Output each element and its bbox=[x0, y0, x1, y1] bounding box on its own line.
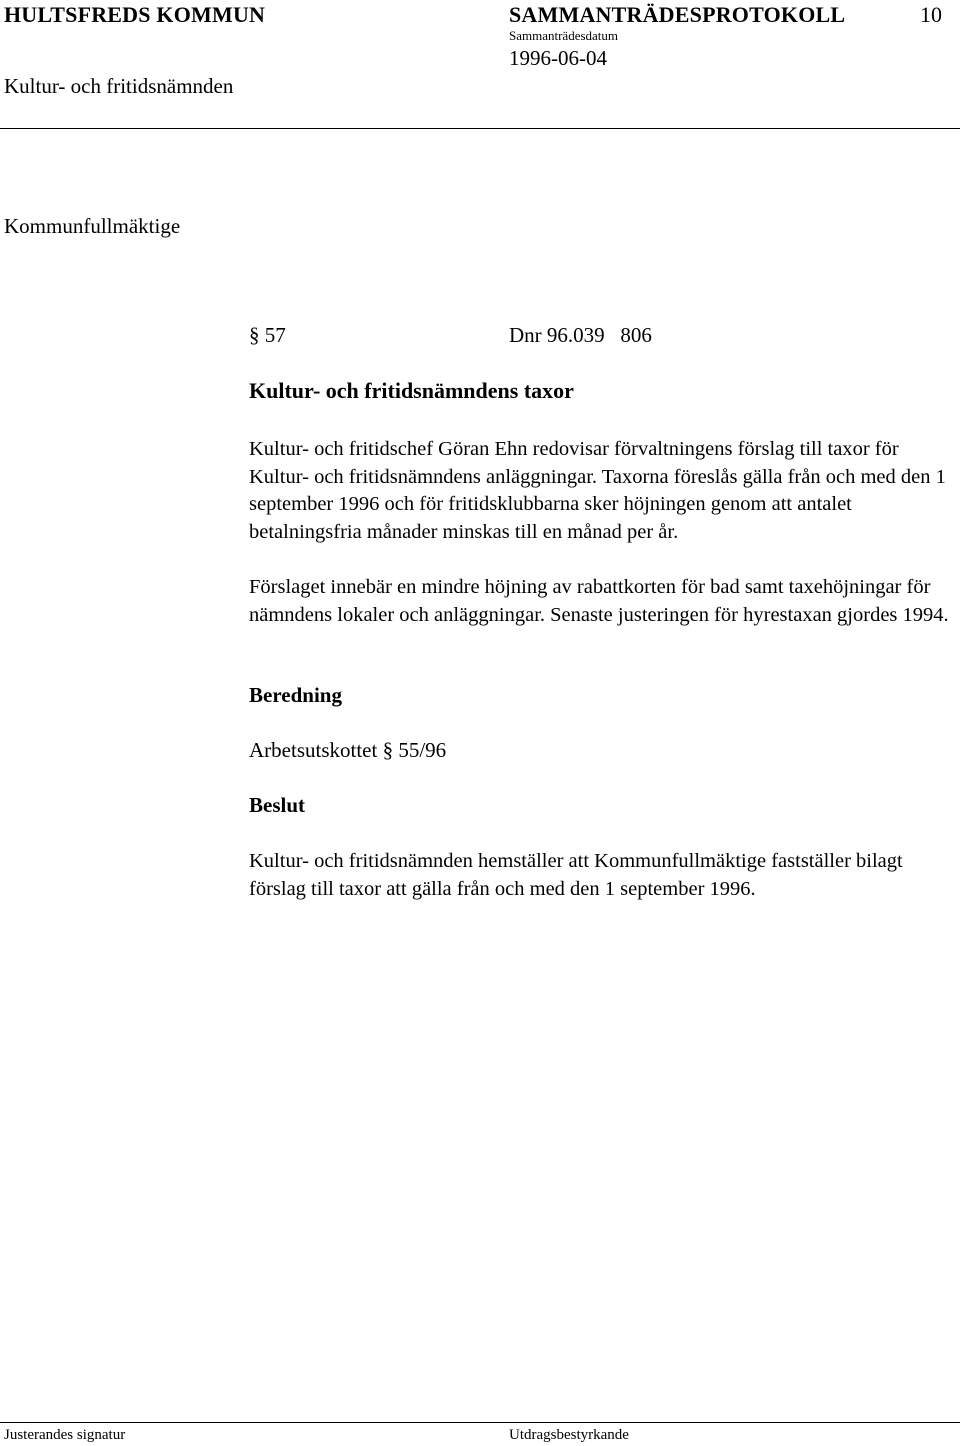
document-type: SAMMANTRÄDESPROTOKOLL bbox=[509, 2, 846, 27]
page-number: 10 bbox=[920, 2, 942, 27]
beslut-heading: Beslut bbox=[249, 793, 306, 817]
beredning-heading: Beredning bbox=[249, 683, 342, 707]
decision-text: Kultur- och fritidsnämnden hemställer att Kommunfullmäktige fastställer bilagt förslag till taxor att gälla från och med den 1 september 1996. bbox=[249, 850, 903, 900]
certification-label: Utdragsbestyrkande bbox=[509, 1427, 629, 1443]
beredning-reference: Arbetsutskottet § 55/96 bbox=[249, 738, 447, 762]
committee-name: Kultur- och fritidsnämnden bbox=[4, 74, 234, 98]
diary-number: Dnr 96.039 806 bbox=[509, 323, 652, 347]
recipient: Kommunfullmäktige bbox=[4, 214, 181, 238]
paragraph-number: § 57 bbox=[249, 323, 286, 347]
paragraph-title: Kultur- och fritidsnämndens taxor bbox=[249, 378, 574, 403]
body-paragraph-2: Förslaget innebär en mindre höjning av rabattkorten för bad samt taxehöjningar för nämndens lokaler och anläggningar. Senaste justeringen för hyrestaxan gjordes 1994. bbox=[249, 576, 949, 626]
municipality-name: HULTSFREDS KOMMUN bbox=[4, 2, 266, 27]
meeting-date-label: Sammanträdesdatum bbox=[509, 28, 619, 43]
header-divider bbox=[0, 128, 960, 129]
meeting-date: 1996-06-04 bbox=[509, 46, 607, 70]
footer-divider bbox=[0, 1422, 960, 1423]
signature-label: Justerandes signatur bbox=[4, 1427, 126, 1443]
body-paragraph-1: Kultur- och fritidschef Göran Ehn redovisar förvaltningens förslag till taxor för Kultur- och fritidsnämndens anläggningar. Taxorna föreslås gälla från och med den 1 september 1996 och för fritidsklubbarna sker höjningen genom att antalet betalningsfria månader minskas till en månad per år. bbox=[249, 438, 946, 543]
